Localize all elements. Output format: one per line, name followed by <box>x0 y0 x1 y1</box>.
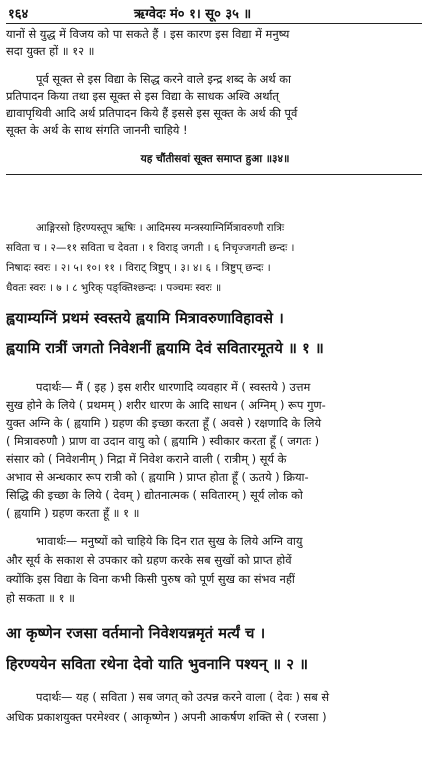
padartha-line: अधिक प्रकाशयुक्त परमेश्वर ( आकृष्णेन ) अपनी आकर्षण शक्ति से ( रजसा ) <box>6 710 327 724</box>
swara-line: धैवतः स्वरः । ७ । ८ भुरिक् पङ्क्तिश्छन्दः । पञ्चमः स्वरः ॥ <box>6 282 222 294</box>
text-line: प्रतिपादन किया तथा इस सूक्त से इस विद्या के साधक अश्वि अर्थात् <box>6 89 279 103</box>
bhavartha-line: भावार्थः— मनुष्यों को चाहिये कि दिन रात सुख के लिये अग्नि वायु <box>36 534 303 548</box>
text-line: सदा युक्त हों ॥ १२ ॥ <box>6 44 95 58</box>
mantra-line: आ कृष्णेन रजसा वर्तमानो निवेशयन्नमृतं मर्त्यं च । <box>6 625 266 642</box>
padartha-line: सिद्धि की इच्छा के लिये ( देवम् ) द्योतनात्मक ( सवितारम् ) सूर्य लोक को <box>6 488 303 502</box>
text-line: द्यावापृथिवी आदि अर्थ प्रतिपादन किये हैं इससे इस सूक्त के अर्थ की पूर्व <box>6 106 298 120</box>
padartha-line: अभाव से अन्धकार रूप रात्री को ( ह्वयामि ) प्राप्त होता हूँ ( ऊतये ) क्रिया- <box>6 470 309 484</box>
page-header <box>6 2 426 22</box>
text-line: यानों से युद्ध में विजय को पा सकते हैं । इस कारण इस विद्या में मनुष्य <box>6 27 290 41</box>
page-number: १६४ <box>8 7 29 22</box>
mantra-line: ह्वयामि रात्रीं जगतो निवेशनीं ह्वयामि देवं सवितारमूतये ॥ १ ॥ <box>6 340 324 357</box>
padartha-line: ( ह्वयामि ) ग्रहण करता हूँ ॥ १ ॥ <box>6 506 140 520</box>
mantra-line: हिरण्ययेन सविता रथेना देवो याति भुवनानि पश्यन् ॥ २ ॥ <box>6 656 309 673</box>
padartha-line: युक्त अग्नि के ( ह्वयामि ) ग्रहण की इच्छा करता हूँ ( अवसे ) रक्षणादि के लिये <box>6 416 322 430</box>
rishi-line: आङ्गिरसो हिरण्यस्तूप ऋषिः । आदिमस्य मन्त्रस्याग्निर्मित्रावरुणौ रात्रिः <box>36 222 285 234</box>
text-line: पूर्व सूक्त से इस विद्या के सिद्ध करने वाले इन्द्र शब्द के अर्थ का <box>36 72 291 86</box>
text-line: सूक्त के अर्थ के साथ संगति जाननी चाहिये ! <box>6 123 188 137</box>
padartha-line: पदार्थः— यह ( सविता ) सब जगत् को उत्पन्न करने वाला ( देवः ) सब से <box>36 690 330 704</box>
chandas-line: निषादः स्वरः । २। ५। १०। ११ । विराट् त्रिष्टुप् । ३। ४। ६ । त्रिष्टुप् छन्दः । <box>6 262 271 274</box>
mantra-line: ह्वयाम्यग्निं प्रथमं स्वस्तये ह्वयामि मित्रावरुणाविहावसे । <box>6 310 284 327</box>
padartha-line: सुख होने के लिये ( प्रथमम् ) शरीर धारण के आदि साधन ( अग्निम् ) रूप गुण- <box>6 398 326 412</box>
padartha-line: पदार्थः— मैं ( इह ) इस शरीर धारणादि व्यवहार में ( स्वस्तये ) उत्तम <box>36 380 311 394</box>
sukta-end-note: यह चौंतीसवां सूक्त समाप्त हुआ ॥३४॥ <box>140 153 290 165</box>
bhavartha-line: हो सकता ॥ १ ॥ <box>6 591 75 605</box>
bhavartha-line: क्योंकि इस विद्या के विना कभी किसी पुरुष को पूर्ण सुख का संभव नहीं <box>6 572 295 586</box>
bhavartha-line: और सूर्य के सकाश से उपकार को ग्रहण करके सब सुखों को प्राप्त होवें <box>6 553 292 567</box>
header-rule <box>6 23 422 24</box>
padartha-line: ( मित्रावरुणौ ) प्राण वा उदान वायु को ( ह्वयामि ) स्वीकार करता हूँ ( जगतः ) <box>6 434 320 448</box>
devata-line: सविता च । २—११ सविता च देवता । १ विराड् जगती । ६ निचृज्जगती छन्दः । <box>6 242 295 254</box>
section-rule <box>6 174 422 175</box>
running-title: ऋग्वेदः मं० १। सू० ३५ ॥ <box>134 7 252 22</box>
padartha-line: संसार को ( निवेशनीम् ) निद्रा में निवेश कराने वाली ( रात्रीम् ) सूर्य के <box>6 452 287 466</box>
